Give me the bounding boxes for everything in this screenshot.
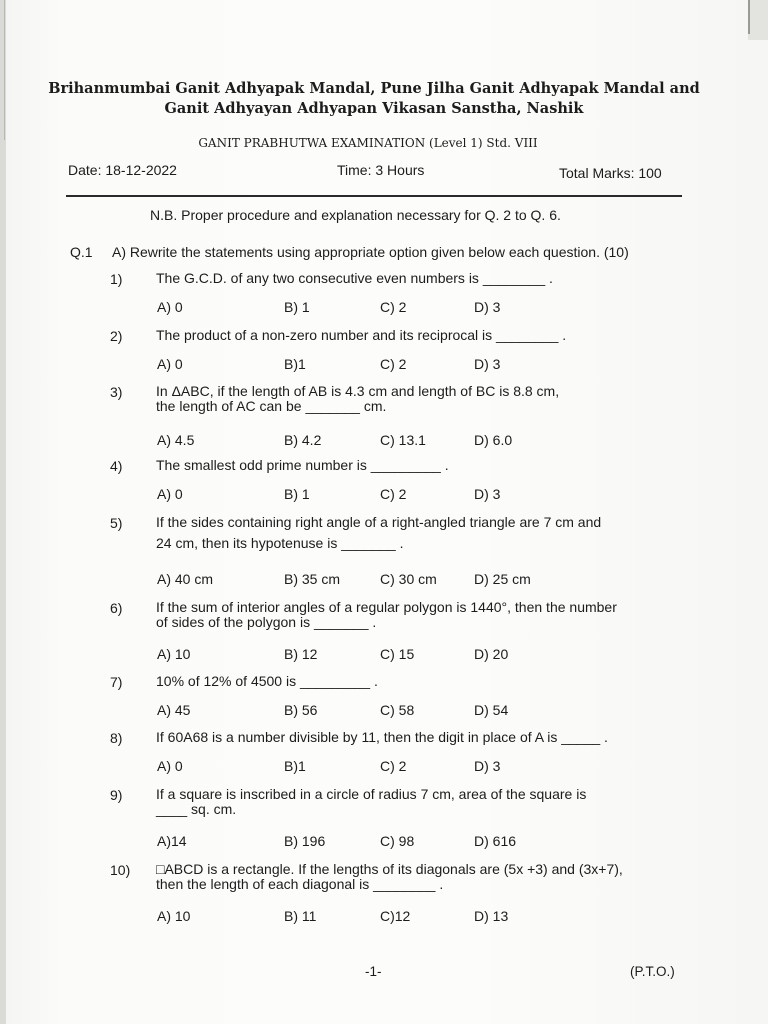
question-line: If the sides containing right angle of a right-angled triangle are 7 cm and — [156, 514, 602, 530]
option-c: C) 2 — [380, 486, 407, 502]
org-title-line2: Ganit Adhyayan Adhyapan Vikasan Sanstha, Nashik — [164, 100, 584, 117]
instruction-note: N.B. Proper procedure and explanation necessary for Q. 2 to Q. 6. — [150, 207, 561, 223]
option-a: A) 4.5 — [157, 432, 195, 448]
question-number: Q.1 — [70, 244, 93, 260]
option-a: A) 0 — [157, 299, 183, 315]
option-a: A) 10 — [157, 908, 191, 924]
item-number: 3) — [110, 384, 123, 400]
option-c: C) 13.1 — [380, 432, 426, 448]
item-number: 5) — [110, 515, 123, 531]
item-question — [156, 328, 676, 343]
option-c: C) 15 — [380, 646, 415, 662]
question-line: □ABCD is a rectangle. If the lengths of its diagonals are (5x +3) and (3x+7), — [156, 861, 623, 877]
option-c: C) 2 — [380, 299, 407, 315]
question-line: If a square is inscribed in a circle of radius 7 cm, area of the square is — [156, 786, 587, 802]
option-d: D) 3 — [474, 758, 501, 774]
option-d: D) 3 — [474, 486, 501, 502]
option-b: B) 12 — [284, 646, 318, 662]
item-number: 10) — [110, 862, 131, 878]
option-c: C) 2 — [380, 356, 407, 372]
option-c: C) 30 cm — [380, 571, 437, 587]
option-b: B) 11 — [284, 908, 317, 924]
item-question — [156, 515, 676, 551]
item-number: 1) — [110, 271, 123, 287]
option-c: C)12 — [380, 908, 411, 924]
option-d: D) 3 — [474, 299, 501, 315]
exam-subtitle: GANIT PRABHUTWA EXAMINATION (Level 1) Std. VIII — [198, 136, 538, 150]
item-question — [156, 787, 676, 817]
option-d: D) 54 — [474, 702, 509, 718]
item-number: 4) — [110, 458, 123, 474]
option-b: B) 35 cm — [284, 571, 341, 587]
option-d: D) 25 cm — [474, 571, 531, 587]
option-b: B) 196 — [284, 833, 326, 849]
option-b: B)1 — [284, 356, 306, 372]
option-a: A) 45 — [157, 702, 191, 718]
option-a: A) 0 — [157, 356, 183, 372]
item-number: 9) — [110, 787, 123, 803]
option-b: B) 56 — [284, 702, 318, 718]
item-question — [156, 862, 676, 892]
option-d: D) 616 — [474, 833, 517, 849]
page-fold-shadow — [0, 0, 6, 1024]
question-line: If the sum of interior angles of a regular polygon is 1440°, then the number — [156, 599, 617, 615]
header-divider — [66, 195, 682, 197]
option-a: A) 10 — [157, 646, 191, 662]
item-number: 6) — [110, 600, 123, 616]
question-line: ____ sq. cm. — [156, 801, 237, 817]
question-heading: A) Rewrite the statements using appropriate option given below each question. (10) — [112, 244, 629, 260]
item-question — [156, 730, 676, 745]
item-question — [156, 384, 676, 414]
exam-duration: Time: 3 Hours — [337, 162, 425, 178]
page-edge-line — [4, 0, 5, 140]
option-d: D) 6.0 — [474, 432, 513, 448]
option-c: C) 2 — [380, 758, 407, 774]
option-d: D) 13 — [474, 908, 509, 924]
option-b: B) 1 — [284, 299, 310, 315]
pto-marker: (P.T.O.) — [630, 964, 675, 979]
option-a: A) 0 — [157, 486, 183, 502]
question-line: of sides of the polygon is _______ . — [156, 614, 377, 630]
question-line: The smallest odd prime number is _________ . — [156, 457, 449, 473]
option-d: D) 3 — [474, 356, 501, 372]
page-corner — [748, 0, 768, 40]
question-line: then the length of each diagonal is ________ . — [156, 876, 444, 892]
question-line: If 60A68 is a number divisible by 11, then the digit in place of A is _____ . — [156, 729, 608, 745]
option-c: C) 58 — [380, 702, 415, 718]
org-title-line1: Brihanmumbai Ganit Adhyapak Mandal, Pune Jilha Ganit Adhyapak Mandal and — [48, 80, 700, 97]
page-corner-line — [748, 0, 750, 34]
item-question — [156, 674, 676, 689]
question-line: the length of AC can be _______ cm. — [156, 398, 387, 414]
item-question — [156, 271, 676, 286]
item-number: 2) — [110, 328, 123, 344]
option-b: B) 4.2 — [284, 432, 322, 448]
question-line: The G.C.D. of any two consecutive even numbers is ________ . — [156, 270, 553, 286]
question-line: 10% of 12% of 4500 is _________ . — [156, 673, 378, 689]
question-line: In ΔABC, if the length of AB is 4.3 cm and length of BC is 8.8 cm, — [156, 383, 560, 399]
total-marks: Total Marks: 100 — [559, 165, 662, 181]
option-c: C) 98 — [380, 833, 415, 849]
option-a: A) 40 cm — [157, 571, 214, 587]
page-number: -1- — [365, 964, 382, 979]
option-d: D) 20 — [474, 646, 509, 662]
option-a: A) 0 — [157, 758, 183, 774]
item-number: 8) — [110, 730, 123, 746]
option-b: B)1 — [284, 758, 306, 774]
option-a: A)14 — [157, 833, 187, 849]
item-number: 7) — [110, 674, 123, 690]
question-line: The product of a non-zero number and its reciprocal is ________ . — [156, 327, 567, 343]
option-b: B) 1 — [284, 486, 310, 502]
exam-date: Date: 18-12-2022 — [68, 162, 177, 178]
item-question — [156, 600, 676, 630]
item-question — [156, 458, 676, 473]
question-line: 24 cm, then its hypotenuse is _______ . — [156, 535, 404, 551]
